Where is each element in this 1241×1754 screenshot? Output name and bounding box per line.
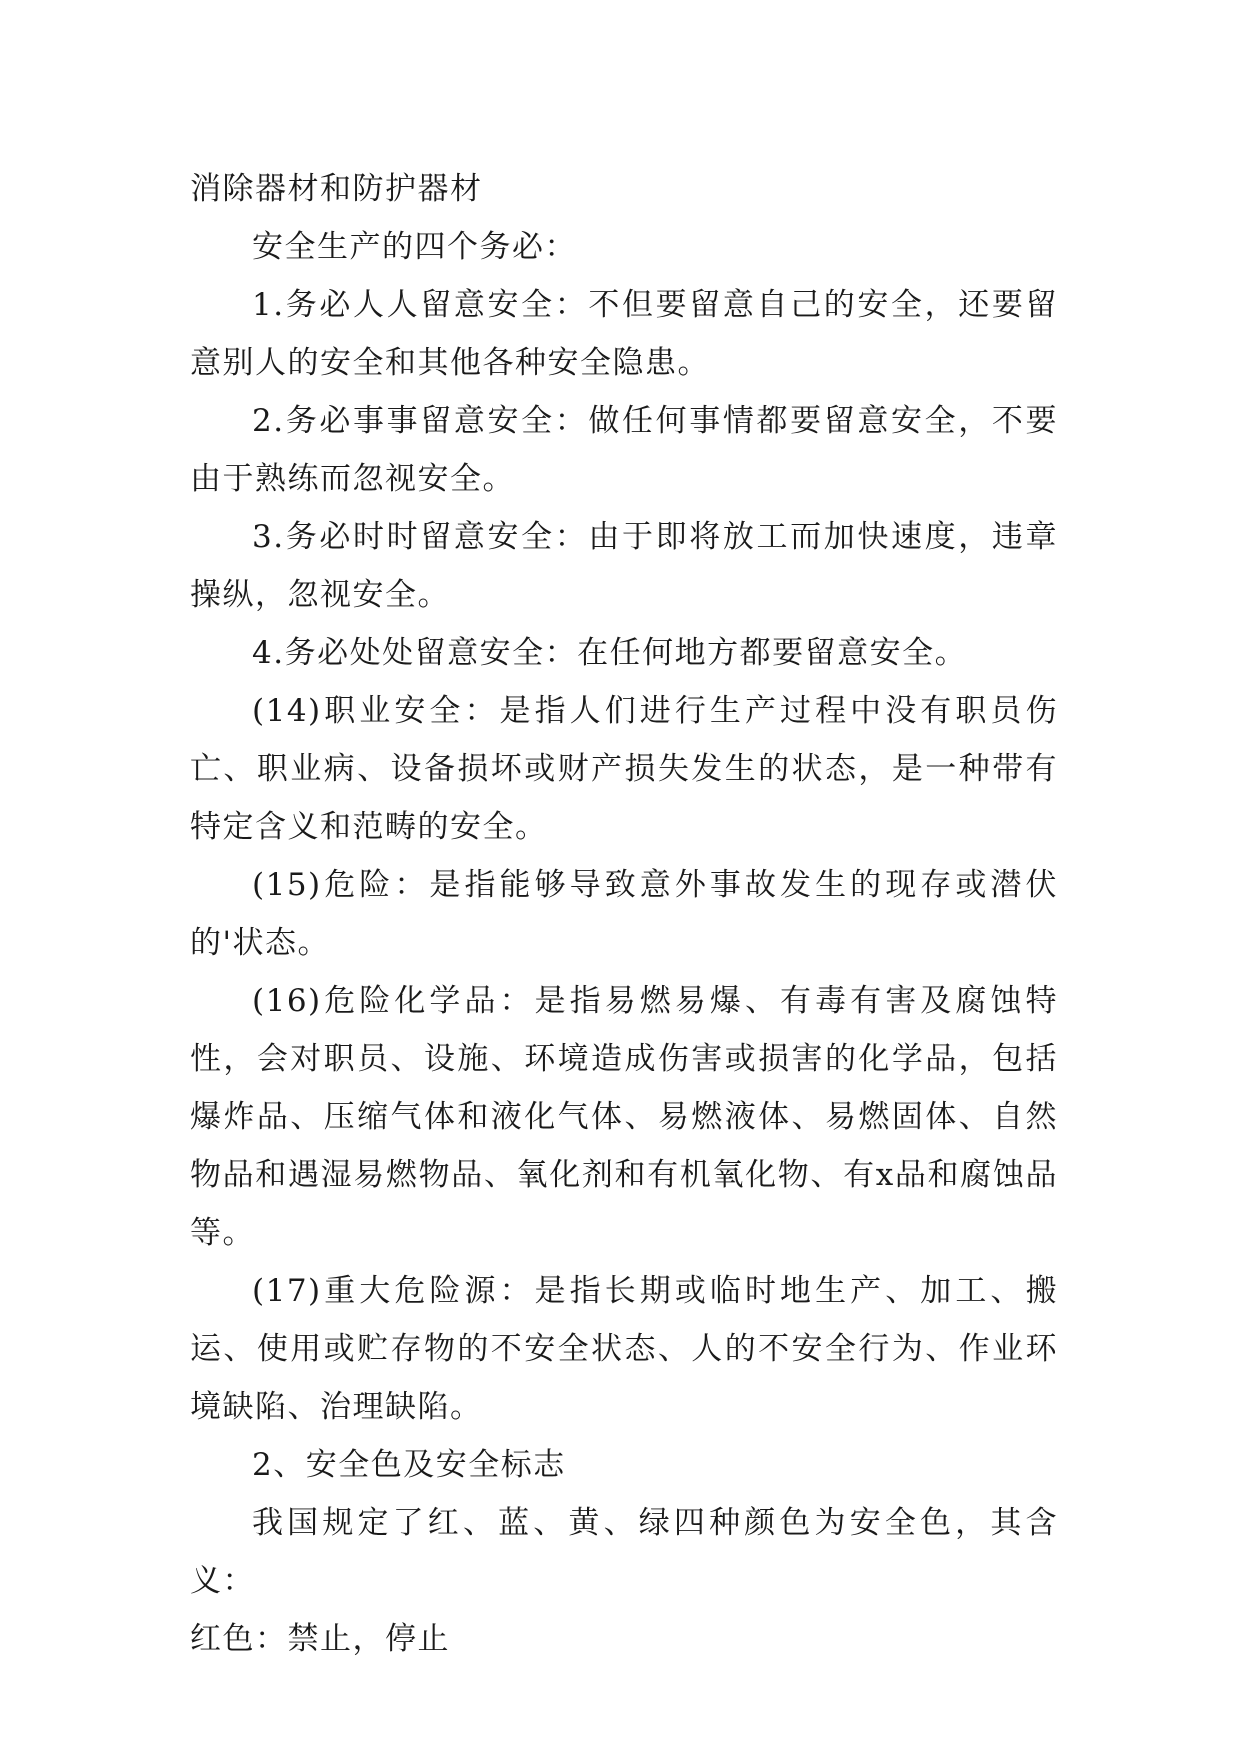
paragraph: 安全生产的四个务必： (252, 229, 577, 265)
paragraph: 3.务必时时留意安全：由于即将放工而加快速度，违章操纵，忽视安全。 (190, 519, 1058, 613)
paragraph: (14)职业安全：是指人们进行生产过程中没有职员伤亡、职业病、设备损坏或财产损失发生的状态，是一种带有特定含义和范畴的安全。 (190, 693, 1058, 845)
paragraph: 我国规定了红、蓝、黄、绿四种颜色为安全色，其含义： (190, 1505, 1058, 1599)
paragraph: 红色：禁止，停止 (190, 1621, 450, 1657)
paragraph: 消除器材和防护器材 (190, 171, 483, 207)
paragraph: 1.务必人人留意安全：不但要留意自己的安全，还要留意别人的安全和其他各种安全隐患。 (190, 287, 1058, 381)
paragraph: 4.务必处处留意安全：在任何地方都要留意安全。 (252, 635, 968, 671)
paragraph: (15)危险：是指能够导致意外事故发生的现存或潜伏的'状态。 (190, 867, 1058, 961)
section-heading: 2、安全色及安全标志 (252, 1447, 566, 1483)
paragraph: 2.务必事事留意安全：做任何事情都要留意安全，不要由于熟练而忽视安全。 (190, 403, 1058, 497)
document-body (190, 160, 1058, 1668)
paragraph: (16)危险化学品：是指易燃易爆、有毒有害及腐蚀特性，会对职员、设施、环境造成伤害或损害的化学品，包括爆炸品、压缩气体和液化气体、易燃液体、易燃固体、自然物品和遇湿易燃物品、氧化剂和有机氧化物、有x品和腐蚀品等。 (190, 983, 1058, 1251)
paragraph: (17)重大危险源：是指长期或临时地生产、加工、搬运、使用或贮存物的不安全状态、人的不安全行为、作业环境缺陷、治理缺陷。 (190, 1273, 1058, 1425)
